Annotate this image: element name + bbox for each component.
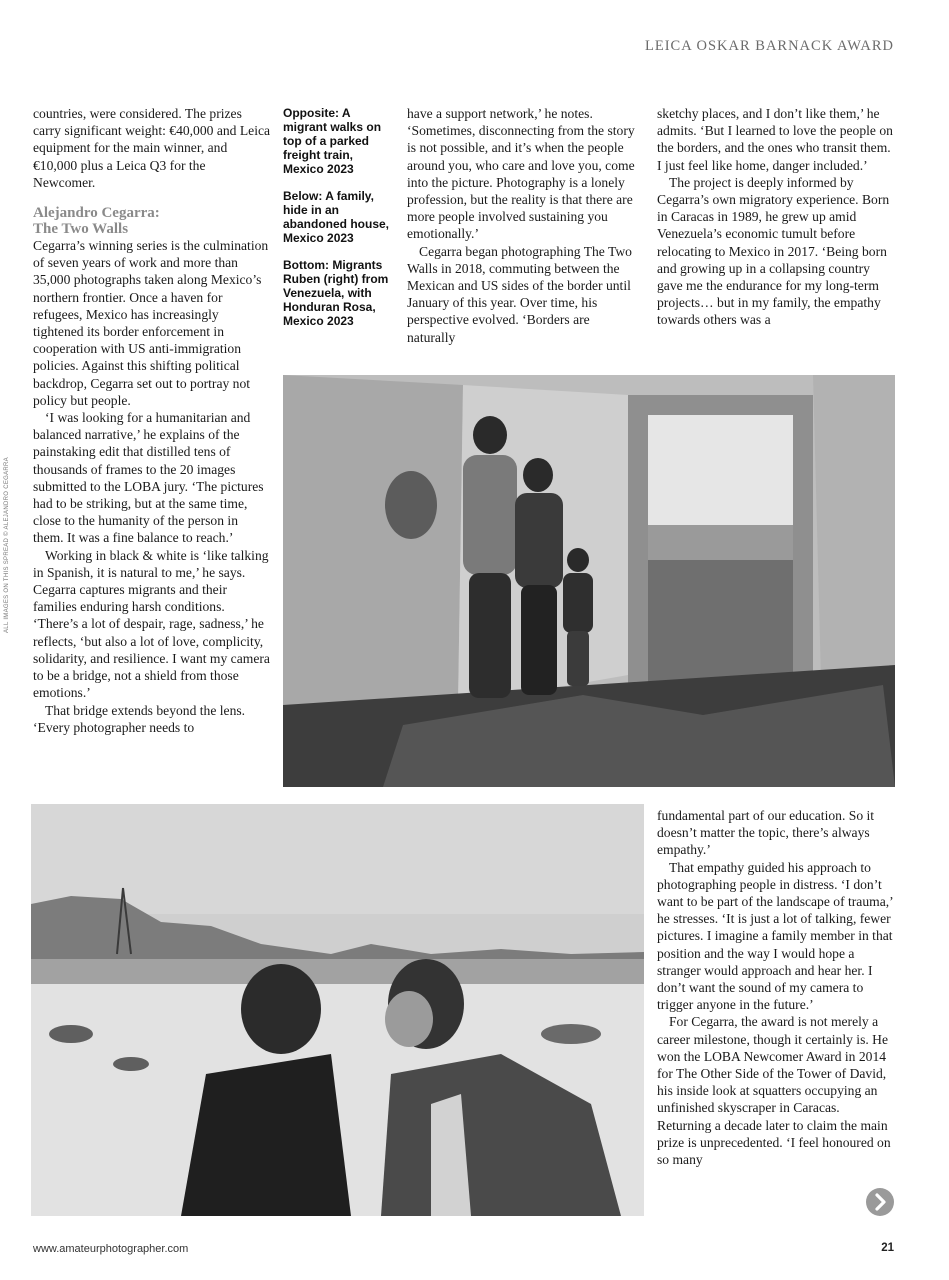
- photo-family-illustration: [283, 375, 895, 787]
- article-column-4: [657, 807, 897, 1168]
- paragraph: have a support network,’ he notes. ‘Sometimes, disconnecting from the story is not possible, and it’s when the people around you, who care and love you, come into the picture. Photography is a lonely profession, but the reality is that there are more people involved sustaining you emotionally.’: [407, 106, 635, 242]
- paragraph: ‘I was looking for a humanitarian and balanced narrative,’ he explains of the painstaking edit that distilled tens of thousands of frames to the 20 images submitted to the LOBA jury. ‘The pictures had to be striking, but at the same time, close to the humanity of the person in them. It was a fine balance to reach.’: [33, 410, 264, 546]
- paragraph: Cegarra began photographing The Two Walls in 2018, commuting between the Mexican and US sides of the border until January of this year. Over time, his perspective evolved. ‘Borders are naturally: [407, 243, 632, 345]
- subhead-line-1: Alejandro Cegarra:: [33, 205, 160, 222]
- article-column-3: [657, 105, 897, 329]
- chevron-right-icon: [866, 1188, 894, 1216]
- next-page-button[interactable]: [866, 1188, 894, 1216]
- paragraph: Working in black & white is ‘like talking in Spanish, it is natural to me,’ he says. Cegarra captures migrants and their families enduring harsh conditions. ‘There’s a lot of despair, rage, sadness,’ he reflects, ‘but also a lot of love, complicity, solidarity, and resilience. I want my camera to be a bridge, not a shield from those emotions.’: [33, 547, 270, 701]
- article-column-1: [33, 105, 271, 736]
- photo-family-abandoned-house: [283, 375, 895, 787]
- footer-url[interactable]: www.amateurphotographer.com: [33, 1243, 189, 1255]
- paragraph: For Cegarra, the award is not merely a career milestone, though it certainly is. He won the LOBA Newcomer Award in 2014 for The Other Side of the Tower of David, his inside look at squatters occupying an unfinished skyscraper in Caracas. Returning a decade later to claim the main prize is unprecedented. ‘I feel honoured on so many: [657, 1014, 891, 1168]
- paragraph: countries, were considered. The prizes carry significant weight: €40,000 and Leica equipment for the main winner, and €10,000 plus a Leica Q3 for the Newcomer.: [33, 106, 271, 190]
- paragraph: The project is deeply informed by Cegarra’s own migratory experience. Born in Caracas in 1989, he grew up amid Venezuela’s economic tumult before relocating to Mexico in 2017. ‘Being born and growing up in a collapsing country gave me the endurance for my long-term projects… but in my family, the empathy towards others was a: [657, 174, 890, 328]
- article-column-2: [407, 105, 635, 346]
- paragraph: sketchy places, and I don’t like them,’ he admits. ‘But I learned to love the people on the borders, and the ones who transit them. I just feel like home, danger included.’: [657, 106, 893, 173]
- page-number: 21: [881, 1242, 894, 1254]
- caption-below: Below: A family, hide in an abandoned house, Mexico 2023: [283, 189, 390, 245]
- photo-captions: [283, 106, 395, 341]
- paragraph: That empathy guided his approach to photographing people in distress. ‘I don’t want to be part of the landscape of trauma,’ he stresses. ‘It is just a lot of talking, fewer pictures. I imagine a family member in that position and the way I would hope a stranger would approach and hear her. I don’t want the sound of my camera to trigger anyone in the future.’: [657, 859, 893, 1013]
- paragraph: fundamental part of our education. So it doesn’t matter the topic, there’s always empathy.’: [657, 808, 875, 858]
- photo-migrants-illustration: [31, 804, 644, 1216]
- photo-migrants-desert: [31, 804, 644, 1216]
- section-subhead: [33, 205, 271, 237]
- caption-bottom: Bottom: Migrants Ruben (right) from Venezuela, with Honduran Rosa, Mexico 2023: [283, 258, 389, 328]
- section-title: LEICA OSKAR BARNACK AWARD: [644, 38, 894, 54]
- paragraph: Cegarra’s winning series is the culmination of seven years of work and more than 35,000 photographs taken along Mexico’s northern frontier. Once a haven for refugees, Mexico has increasingly tightened its border enforcement in cooperation with US anti-immigration policies. Against this shifting political backdrop, Cegarra set out to portray not policy but people.: [33, 238, 269, 408]
- subhead-line-2: The Two Walls: [33, 221, 129, 238]
- caption-opposite: Opposite: A migrant walks on top of a parked freight train, Mexico 2023: [283, 106, 382, 176]
- photo-credit: ALL IMAGES ON THIS SPREAD © ALEJANDRO CEGARRA: [4, 457, 10, 633]
- paragraph: That bridge extends beyond the lens. ‘Every photographer needs to: [33, 702, 246, 735]
